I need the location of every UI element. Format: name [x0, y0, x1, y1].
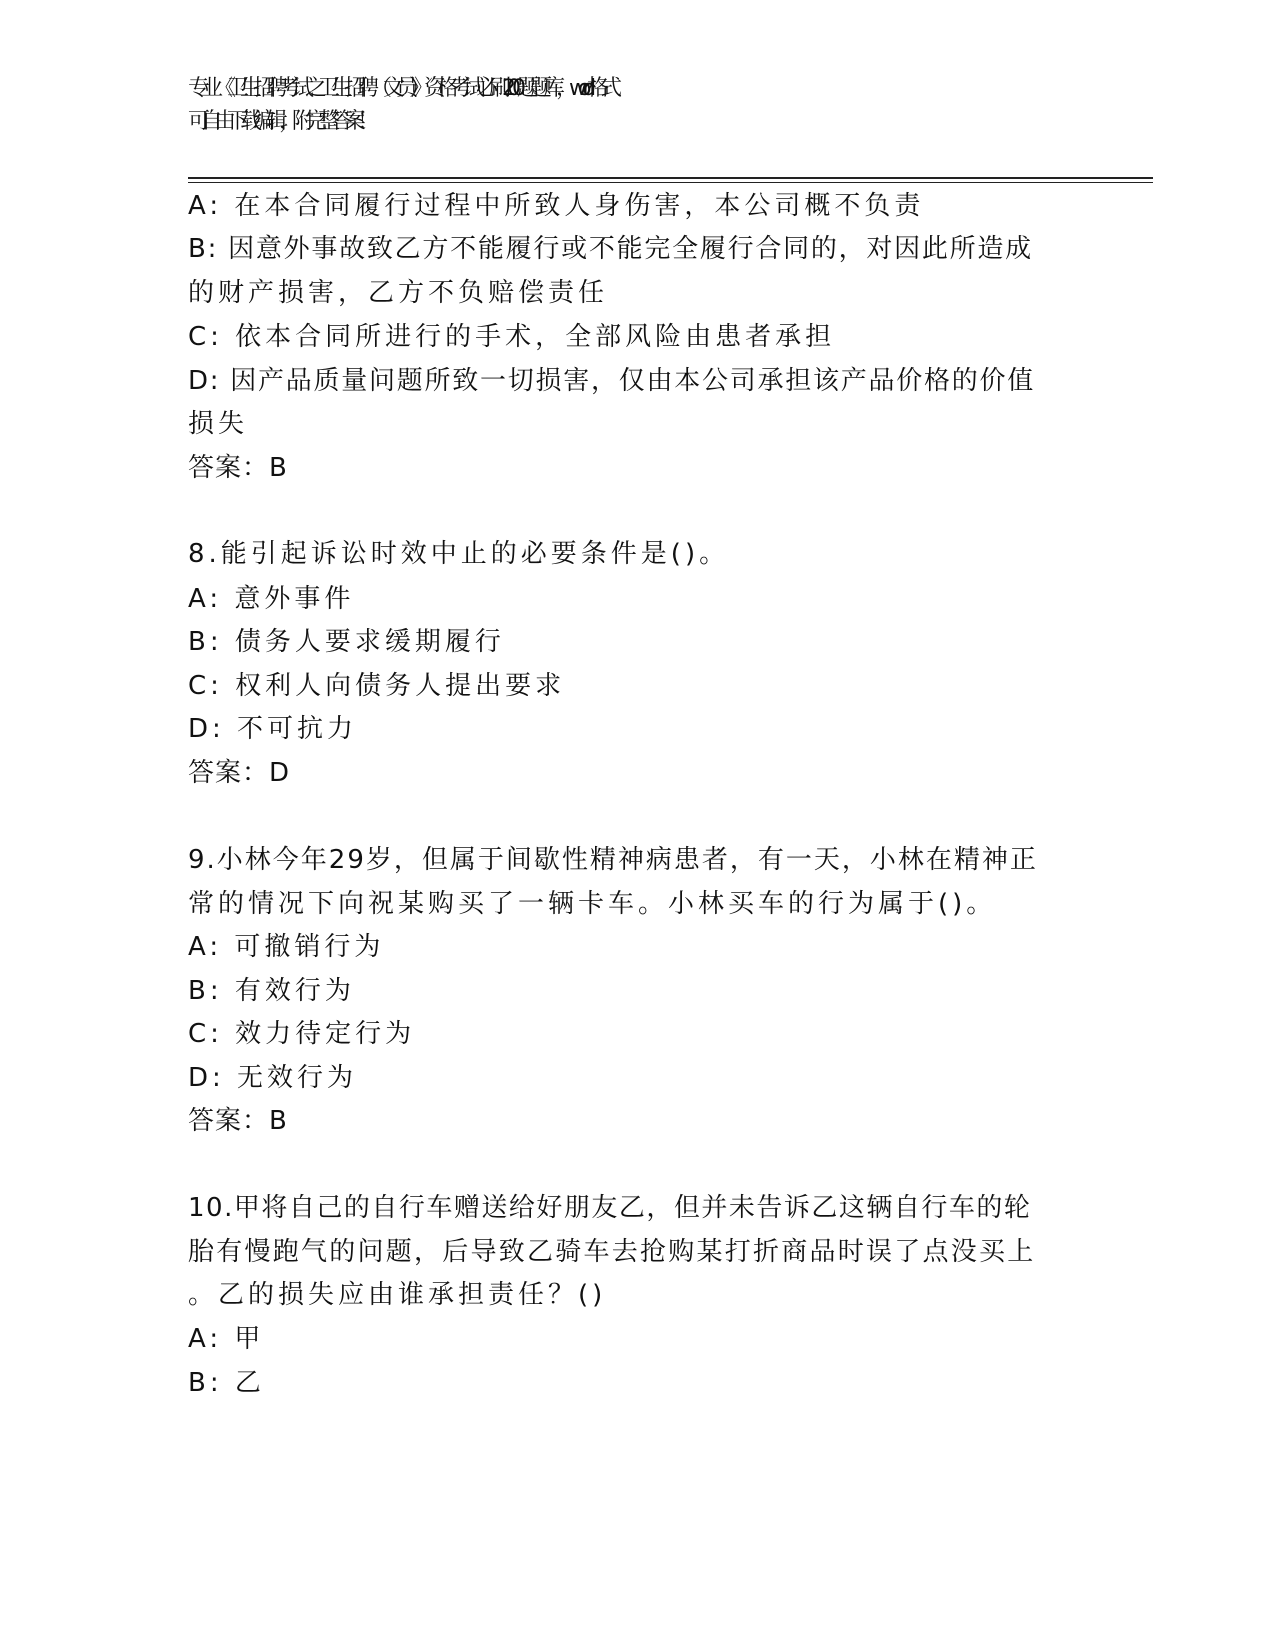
q8-stem: 8.能引起诉讼时效中止的必要条件是()。	[188, 539, 730, 569]
q8-option-d: D: 不可抗力	[188, 714, 358, 744]
document-header	[188, 72, 1088, 138]
header-divider-thick	[188, 177, 1153, 179]
q9-option-b: B: 有效行为	[188, 976, 355, 1006]
q9-option-d: D: 无效行为	[188, 1063, 358, 1093]
q8-option-c: C: 权利人向债务人提出要求	[188, 671, 566, 701]
q9-option-c: C: 效力待定行为	[188, 1019, 416, 1049]
q7-option-d-line-2: 损失	[188, 409, 249, 439]
q9-stem-line-2: 常的情况下向祝某购买了一辆卡车。小林买车的行为属于()。	[188, 889, 997, 919]
q7-option-d-line-1: D: 因产品质量问题所致一切损害，仅由本公司承担该产品价格的价值	[188, 366, 1036, 396]
q8-answer: 答案：D	[188, 758, 291, 788]
q7-option-b-line-2: 的财产损害，乙方不负赔偿责任	[188, 278, 609, 308]
q8-option-a: A: 意外事件	[188, 584, 355, 614]
q10-option-a: A: 甲	[188, 1324, 265, 1354]
q9-stem-line-1: 9.小林今年29岁，但属于间歇性精神病患者，有一天，小林在精神正	[188, 845, 1038, 875]
q9-answer: 答案：B	[188, 1106, 288, 1136]
q7-answer: 答案：B	[188, 453, 288, 483]
header-title-line-1: 专业《卫生招聘考试之卫生招聘（文员）》资格考试必刷200题题库，word格式	[188, 76, 614, 101]
q7-option-b-line-1: B: 因意外事故致乙方不能履行或不能完全履行合同的，对因此所造成	[188, 234, 1033, 264]
q7-option-a: A: 在本合同履行过程中所致人身伤害，本公司概不负责	[188, 191, 925, 221]
q10-option-b: B: 乙	[188, 1368, 265, 1398]
q10-stem-line-2: 胎有慢跑气的问题，后导致乙骑车去抢购某打折商品时误了点没买上	[188, 1237, 1036, 1267]
q9-option-a: A: 可撤销行为	[188, 932, 385, 962]
q7-option-c: C: 依本合同所进行的手术，全部风险由患者承担	[188, 322, 836, 352]
header-divider-thin	[188, 182, 1153, 183]
q10-stem-line-1: 10.甲将自己的自行车赠送给好朋友乙，但并未告诉乙这辆自行车的轮	[188, 1193, 1032, 1223]
q10-stem-line-3: 。乙的损失应由谁承担责任？()	[188, 1280, 607, 1310]
q8-option-b: B: 债务人要求缓期履行	[188, 627, 505, 657]
header-title-line-2: 可自由下载编辑，附完整答案！	[188, 109, 371, 134]
